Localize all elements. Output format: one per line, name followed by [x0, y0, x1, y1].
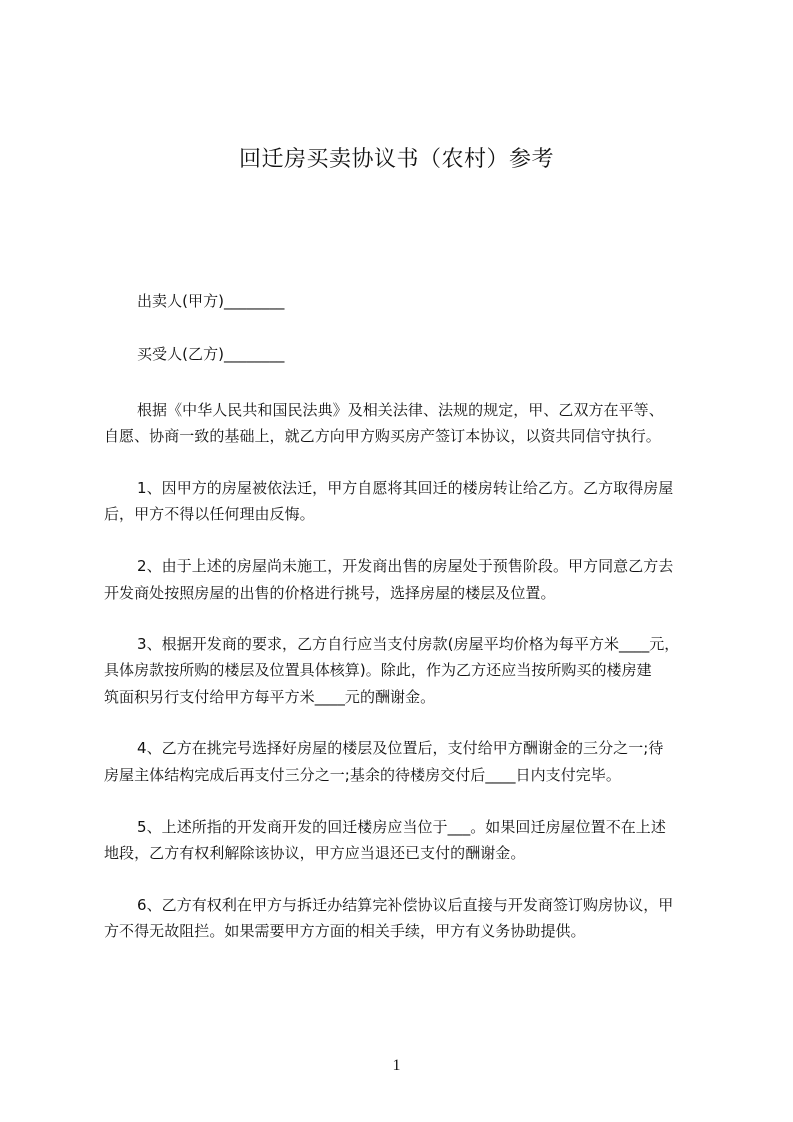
page-number: 1 [392, 1057, 401, 1074]
clause-6-line-2: 方不得无故阻拦。如果需要甲方方面的相关手续，甲方有义务协助提供。 [104, 922, 586, 940]
clause-3-line-3: 筑面积另行支付给甲方每平方米____元的酬谢金。 [104, 688, 436, 706]
clause-1-line-1: 1、因甲方的房屋被依法迁，甲方自愿将其回迁的楼房转让给乙方。乙方取得房屋 [137, 479, 674, 497]
clause-3-line-1: 3、根据开发商的要求，乙方自行应当支付房款(房屋平均价格为每平方米____元， [137, 635, 680, 653]
clause-5-line-1: 5、上述所指的开发商开发的回迁楼房应当位于___。如果回迁房屋位置不在上述 [137, 818, 666, 836]
clause-1-line-2: 后，甲方不得以任何理由反悔。 [104, 505, 315, 523]
seller-line: 出卖人(甲方)________ [137, 292, 285, 310]
clause-2-line-1: 2、由于上述的房屋尚未施工，开发商出售的房屋处于预售阶段。甲方同意乙方去 [137, 557, 674, 575]
clause-6-line-1: 6、乙方有权利在甲方与拆迁办结算完补偿协议后直接与开发商签订购房协议，甲 [137, 896, 674, 914]
buyer-line: 买受人(乙方)________ [137, 345, 285, 363]
clause-2-line-2: 开发商处按照房屋的出售的价格进行挑号，选择房屋的楼层及位置。 [104, 584, 556, 602]
clause-3-line-2: 具体房款按所购的楼层及位置具体核算)。除此，作为乙方还应当按所购买的楼房建 [104, 661, 652, 679]
clause-5-line-2: 地段，乙方有权利解除该协议，甲方应当退还已支付的酬谢金。 [104, 844, 526, 862]
page-title: 回迁房买卖协议书（农村）参考 [238, 147, 554, 172]
preamble-line-1: 根据《中华人民共和国民法典》及相关法律、法规的规定，甲、乙双方在平等、 [137, 401, 664, 419]
preamble-line-2: 自愿、协商一致的基础上，就乙方向甲方购买房产签订本协议，以资共同信守执行。 [104, 427, 661, 445]
clause-4-line-1: 4、乙方在挑完号选择好房屋的楼层及位置后，支付给甲方酬谢金的三分之一;待 [137, 739, 664, 757]
clause-4-line-2: 房屋主体结构完成后再支付三分之一;基余的待楼房交付后____日内支付完毕。 [104, 766, 621, 784]
